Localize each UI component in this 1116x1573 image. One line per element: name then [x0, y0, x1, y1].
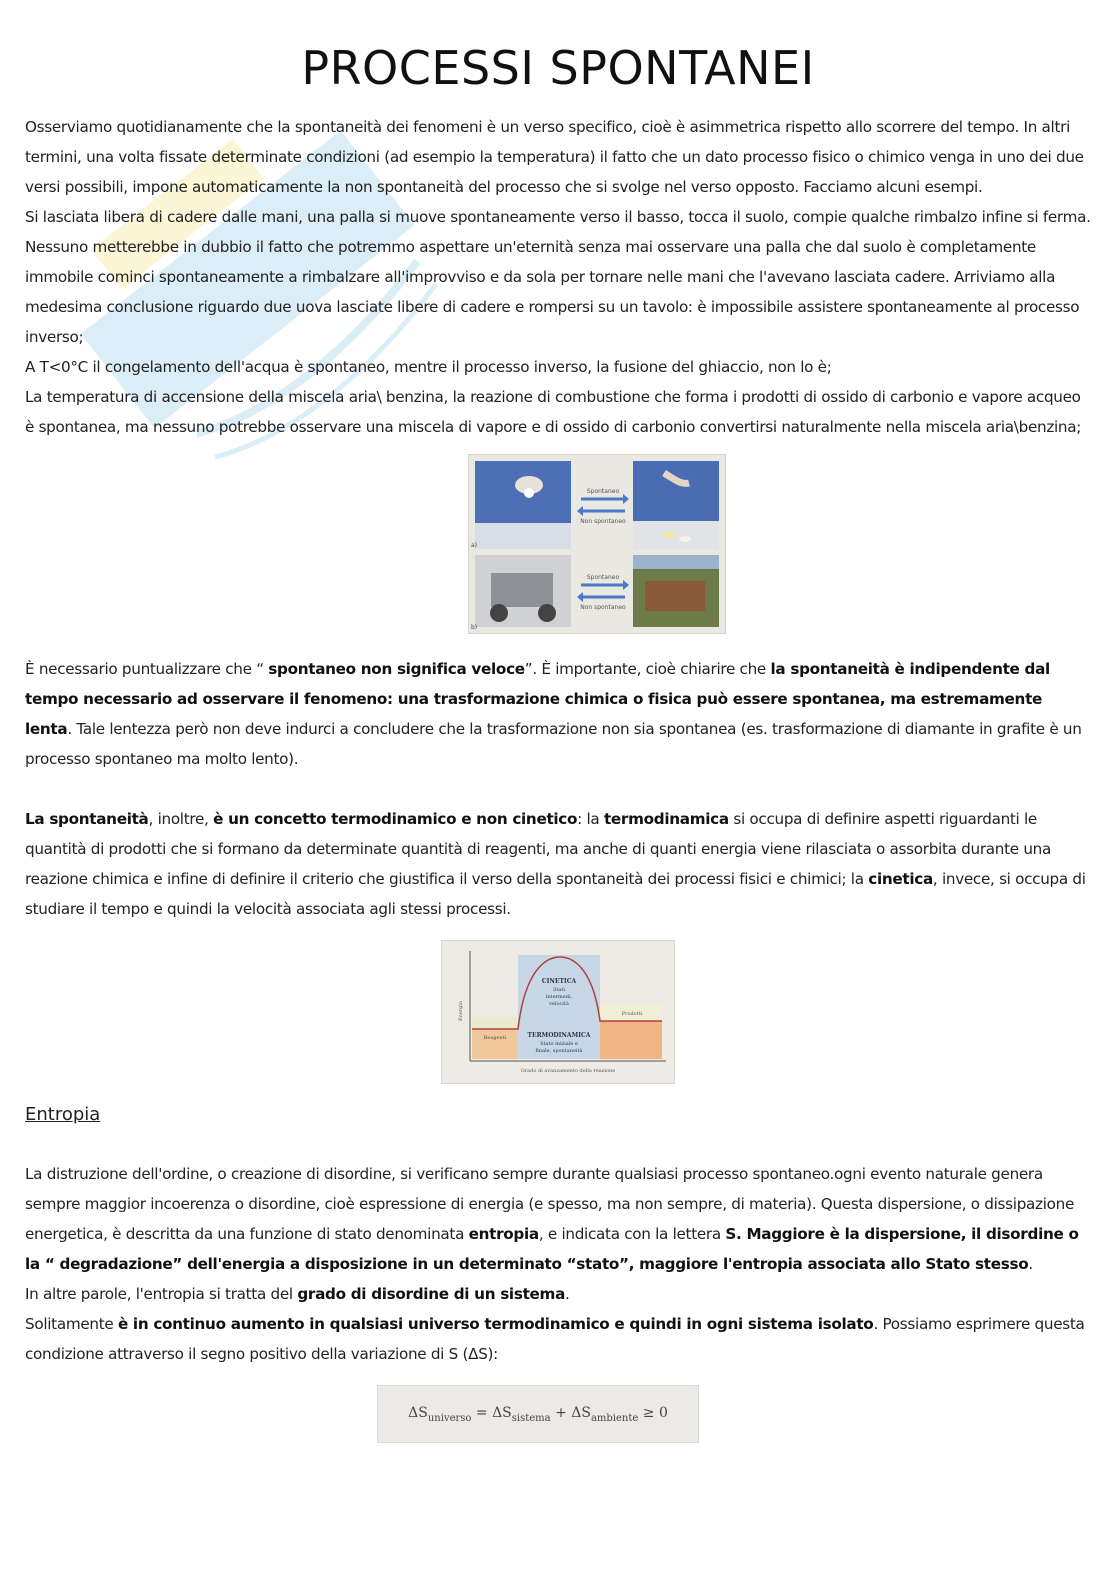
- page-title: PROCESSI SPONTANEI: [301, 41, 815, 95]
- figure-entropy-equation: [0, 1385, 1091, 1443]
- arrow-label-non-spontaneo-1: Non spontaneo: [580, 518, 626, 525]
- section-title-entropia: Entropia: [25, 1104, 101, 1125]
- label-intermedi: intermedi,: [545, 994, 573, 1000]
- intro-paragraph-2: Si lasciata libera di cadere dalle mani, una palla si muove spontaneamente verso il basso, tocca il suolo, compie qualche rimbalzo infine si ferma. Nessuno metterebbe in dubbio il fatto che potremmo aspettare un'eternità senza mai osservare una palla che dal suolo è completamente immobile cominci spontaneamente a rimbalzare all'improvviso e da sola per tornare nelle mani che l'avevano lasciata cadere. Arriviamo alla medesima conclusione riguardo due uova lasciate libere di cadere e rompersi su un tavolo: è impossibile assistere spontaneamente al processo inverso;: [25, 208, 1091, 346]
- intro-paragraph-4: La temperatura di accensione della miscela aria\ benzina, la reazione di combustione che forma i prodotti di ossido di carbonio e vapore acqueo è spontanea, ma nessuno potrebbe osservare una miscela di vapore e di ossido di carbonio convertirsi naturalmente nella miscela aria\benzina;: [25, 388, 1082, 436]
- intro-paragraph-1: Osserviamo quotidianamente che la spontaneità dei fenomeni è un verso specifico, cioè è asimmetrica rispetto allo scorrere del tempo. In altri termini, una volta fissate determinate condizioni (ad esempio la temperatura) il fatto che un dato processo fisico o chimico venga in uno dei due versi possibili, impone automaticamente la non spontaneità del processo che si svolge nel verso opposto. Facciamo alcuni esempi.: [25, 118, 1084, 196]
- spontaneity-illustration: [469, 455, 725, 633]
- figure-spontaneous-processes: [25, 454, 1091, 634]
- figure-energy-diagram: [25, 940, 1091, 1084]
- label-termodinamica: TERMODINAMICA: [527, 1032, 591, 1039]
- paragraph-aumento-entropia: Solitamente è in continuo aumento in qualsiasi universo termodinamico e quindi in ogni sistema isolato. Possiamo esprimere questa condizione attraverso il segno positivo della variazione di S (ΔS):: [25, 1315, 1085, 1363]
- label-stato-iniziale: Stato iniziale e: [540, 1041, 578, 1047]
- intro-paragraph-3: A T<0°C il congelamento dell'acqua è spontaneo, mentre il processo inverso, la fusione del ghiaccio, non lo è;: [25, 358, 832, 376]
- paragraph-termodinamica-cinetica: La spontaneità, inoltre, è un concetto termodinamico e non cinetico: la termodinamica si occupa di definire aspetti riguardanti le quantità di prodotti che si formano da determinate quantità di reagenti, ma anche di quanti energia viene rilasciata o assorbita durante una reazione chimica e infine di definire il criterio che giustifica il verso della spontaneità dei processi fisici e chimici; la cinetica, invece, si occupa di studiare il tempo e quindi la velocità associata agli stessi processi.: [25, 810, 1086, 918]
- arrow-label-spontaneo-2: Spontaneo: [586, 574, 620, 581]
- y-axis-label: Energia: [458, 1001, 464, 1021]
- label-reagenti: Reagenti: [483, 1035, 507, 1041]
- label-finale-spontaneita: finale, spontaneità: [535, 1048, 583, 1054]
- label-cinetica: CINETICA: [541, 978, 577, 985]
- paragraph-entropia: La distruzione dell'ordine, o creazione di disordine, si verificano sempre durante qualsiasi processo spontaneo.ogni evento naturale genera sempre maggior incoerenza o disordine, cioè espressione di energia (e spesso, ma non sempre, di materia). Questa dispersione, o dissipazione energetica, è descritta da una funzione di stato denominata entropia, e indicata con la lettera S. Maggiore è la dispersione, il disordine o la “ degradazione” dell'energia a disposizione in un determinato “stato”, maggiore l'entropia associata allo Stato stesso.: [25, 1165, 1079, 1273]
- paragraph-spontaneo-veloce: È necessario puntualizzare che “ spontaneo non significa veloce”. È importante, cioè chiarire che la spontaneità è indipendente dal tempo necessario ad osservare il fenomeno: una trasformazione chimica o fisica può essere spontanea, ma estremamente lenta. Tale lentezza però non deve indurci a concludere che la trasformazione non sia spontanea (es. trasformazione di diamante in grafite è un processo spontaneo ma molto lento).: [25, 660, 1082, 768]
- panel-label-a: a): [471, 542, 478, 549]
- arrow-label-spontaneo-1: Spontaneo: [586, 488, 620, 495]
- panel-label-b: b): [471, 624, 478, 631]
- energy-reaction-diagram: [442, 941, 674, 1083]
- paragraph-grado-disordine: In altre parole, l'entropia si tratta del grado di disordine di un sistema.: [25, 1285, 570, 1303]
- label-prodotti: Prodotti: [621, 1011, 643, 1017]
- entropy-equation: $\Delta S_{universo} = \Delta S_{sistema} + \Delta S_{ambiente} \ge 0$: [408, 1404, 668, 1424]
- arrow-label-non-spontaneo-2: Non spontaneo: [580, 604, 626, 611]
- x-axis-label: Grado di avanzamento della reazione: [520, 1068, 616, 1074]
- label-stati: Stati: [552, 987, 566, 993]
- label-velocita: velocità: [549, 1001, 569, 1007]
